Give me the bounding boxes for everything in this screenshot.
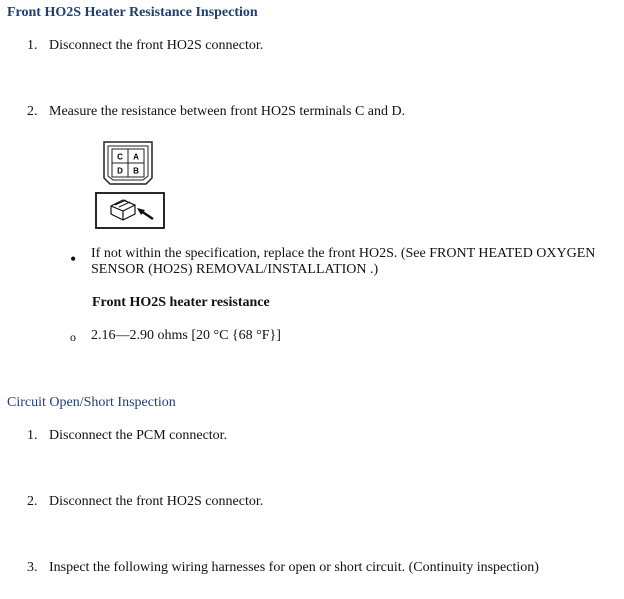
pin-label: C [117,152,123,162]
section-title-circuit-inspection: Circuit Open/Short Inspection [7,395,176,410]
circle-bullet: o [70,330,76,344]
pin-label: B [133,166,139,176]
step-text: Disconnect the front HO2S connector. [49,494,264,509]
spec-value: 2.16—2.90 ohms [20 °C {68 °F}] [91,328,281,343]
section-title-heater-resistance: Front HO2S Heater Resistance Inspection [7,5,258,20]
step-text: Disconnect the front HO2S connector. [49,38,264,53]
step-number: 3. [27,560,38,575]
step-number: 2. [27,494,38,509]
note-text-line2: SENSOR (HO2S) REMOVAL/INSTALLATION .) [91,262,379,277]
step-number: 2. [27,104,38,119]
step-text: Inspect the following wiring harnesses for open or short circuit. (Continuity inspection) [49,560,539,575]
step-text: Disconnect the PCM connector. [49,428,228,443]
step-number: 1. [27,428,38,443]
pin-label: D [117,166,123,176]
connector-view-icon [95,192,165,229]
bullet-dot: • [70,249,77,269]
step-number: 1. [27,38,38,53]
connector-diagram [98,138,158,190]
step-text: Measure the resistance between front HO2S terminals C and D. [49,104,406,119]
pin-label: A [133,152,139,162]
note-text-line1: If not within the specification, replace the front HO2S. (See FRONT HEATED OXYGEN [91,246,596,261]
spec-title: Front HO2S heater resistance [92,295,270,310]
